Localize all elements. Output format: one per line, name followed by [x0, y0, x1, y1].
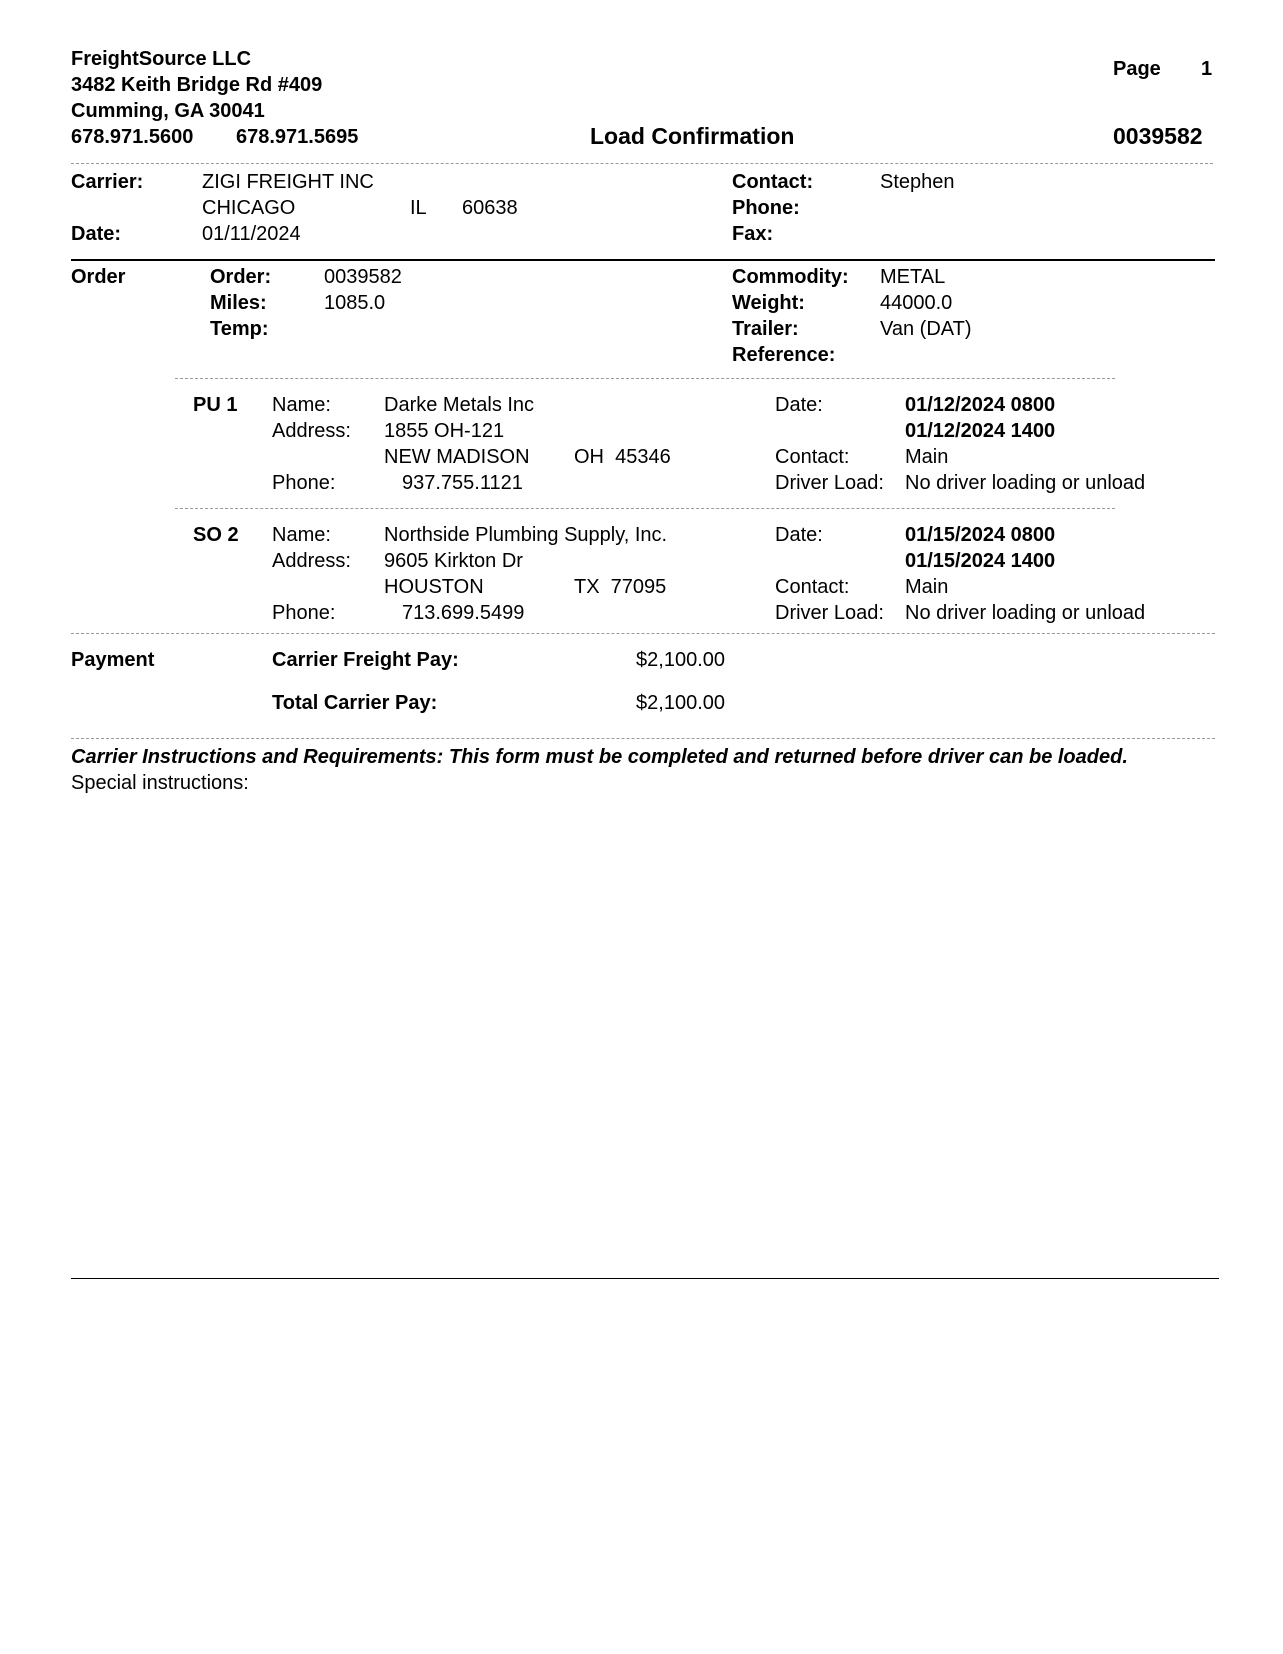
divider-header [71, 163, 1213, 164]
stop-contact: Main [905, 576, 949, 598]
stop-date-label: Date: [775, 394, 823, 416]
stop-contact-label: Contact: [775, 576, 850, 598]
order-miles: 1085.0 [324, 292, 386, 314]
commodity-value: METAL [880, 266, 946, 288]
order-temp-label: Temp: [210, 318, 269, 340]
page-number: 1 [1201, 58, 1213, 80]
instructions-heading: Carrier Instructions and Requirements: This form must be completed and returned before driver can be loaded. [71, 746, 1128, 768]
carrier-city: CHICAGO [202, 197, 296, 219]
freight-pay-label: Carrier Freight Pay: [272, 649, 459, 671]
stop-state-zip: TX 77095 [574, 576, 667, 598]
carrier-date: 01/11/2024 [202, 223, 301, 245]
stop-state-zip: OH 45346 [574, 446, 671, 468]
company-fax: 678.971.5695 [236, 126, 359, 148]
stop-code: PU 1 [193, 394, 238, 416]
stop-phone: 937.755.1121 [402, 472, 523, 494]
stop-name: Northside Plumbing Supply, Inc. [384, 524, 668, 546]
payment-section-label: Payment [71, 649, 155, 671]
special-instructions-label: Special instructions: [71, 772, 249, 794]
weight-value: 44000.0 [880, 292, 953, 314]
stop-code: SO 2 [193, 524, 239, 546]
company-city-state-zip: Cumming, GA 30041 [71, 100, 265, 122]
company-name: FreightSource LLC [71, 48, 252, 70]
divider-carrier [71, 259, 1215, 261]
carrier-zip: 60638 [462, 197, 518, 219]
reference-label: Reference: [732, 344, 836, 366]
carrier-contact: Stephen [880, 171, 955, 193]
stop-date-from: 01/12/2024 0800 [905, 394, 1056, 416]
stop-address-label: Address: [272, 420, 351, 442]
total-pay-amount: $2,100.00 [636, 692, 725, 714]
divider-payment [71, 633, 1215, 634]
trailer-label: Trailer: [732, 318, 799, 340]
carrier-state: IL [410, 197, 427, 219]
stop-name: Darke Metals Inc [384, 394, 535, 416]
stop-name-label: Name: [272, 394, 331, 416]
carrier-phone-label: Phone: [732, 197, 800, 219]
carrier-name: ZIGI FREIGHT INC [202, 171, 374, 193]
page-label: Page [1113, 58, 1161, 80]
stop-date-to: 01/15/2024 1400 [905, 550, 1056, 572]
commodity-label: Commodity: [732, 266, 849, 288]
company-phone: 678.971.5600 [71, 126, 194, 148]
stop-address-label: Address: [272, 550, 351, 572]
divider-instructions [71, 738, 1215, 739]
carrier-fax-label: Fax: [732, 223, 774, 245]
stop-driver-load: No driver loading or unload [905, 602, 1146, 624]
order-section-label: Order [71, 266, 126, 288]
stop-date-label: Date: [775, 524, 823, 546]
stop-contact-label: Contact: [775, 446, 850, 468]
weight-label: Weight: [732, 292, 805, 314]
company-address: 3482 Keith Bridge Rd #409 [71, 74, 323, 96]
divider-stop-1 [175, 378, 1115, 379]
signature-line [71, 1278, 1219, 1279]
order-miles-label: Miles: [210, 292, 267, 314]
total-pay-label: Total Carrier Pay: [272, 692, 438, 714]
trailer-value: Van (DAT) [880, 318, 972, 340]
carrier-contact-label: Contact: [732, 171, 814, 193]
stop-date-from: 01/15/2024 0800 [905, 524, 1056, 546]
stop-phone-label: Phone: [272, 472, 336, 494]
document-title: Load Confirmation [590, 123, 795, 149]
stop-phone: 713.699.5499 [402, 602, 525, 624]
freight-pay-amount: $2,100.00 [636, 649, 725, 671]
document-number: 0039582 [1113, 123, 1203, 149]
stop-date-to: 01/12/2024 1400 [905, 420, 1056, 442]
carrier-label: Carrier: [71, 171, 144, 193]
stop-driver-load-label: Driver Load: [775, 472, 884, 494]
stop-phone-label: Phone: [272, 602, 336, 624]
stop-name-label: Name: [272, 524, 331, 546]
stop-driver-load: No driver loading or unload [905, 472, 1146, 494]
stop-city: NEW MADISON [384, 446, 530, 468]
stop-city: HOUSTON [384, 576, 484, 598]
stop-address: 1855 OH-121 [384, 420, 505, 442]
order-number-label: Order: [210, 266, 272, 288]
stop-contact: Main [905, 446, 949, 468]
order-number: 0039582 [324, 266, 402, 288]
stop-driver-load-label: Driver Load: [775, 602, 884, 624]
divider-stop-2 [175, 508, 1115, 509]
carrier-date-label: Date: [71, 223, 122, 245]
stop-address: 9605 Kirkton Dr [384, 550, 523, 572]
